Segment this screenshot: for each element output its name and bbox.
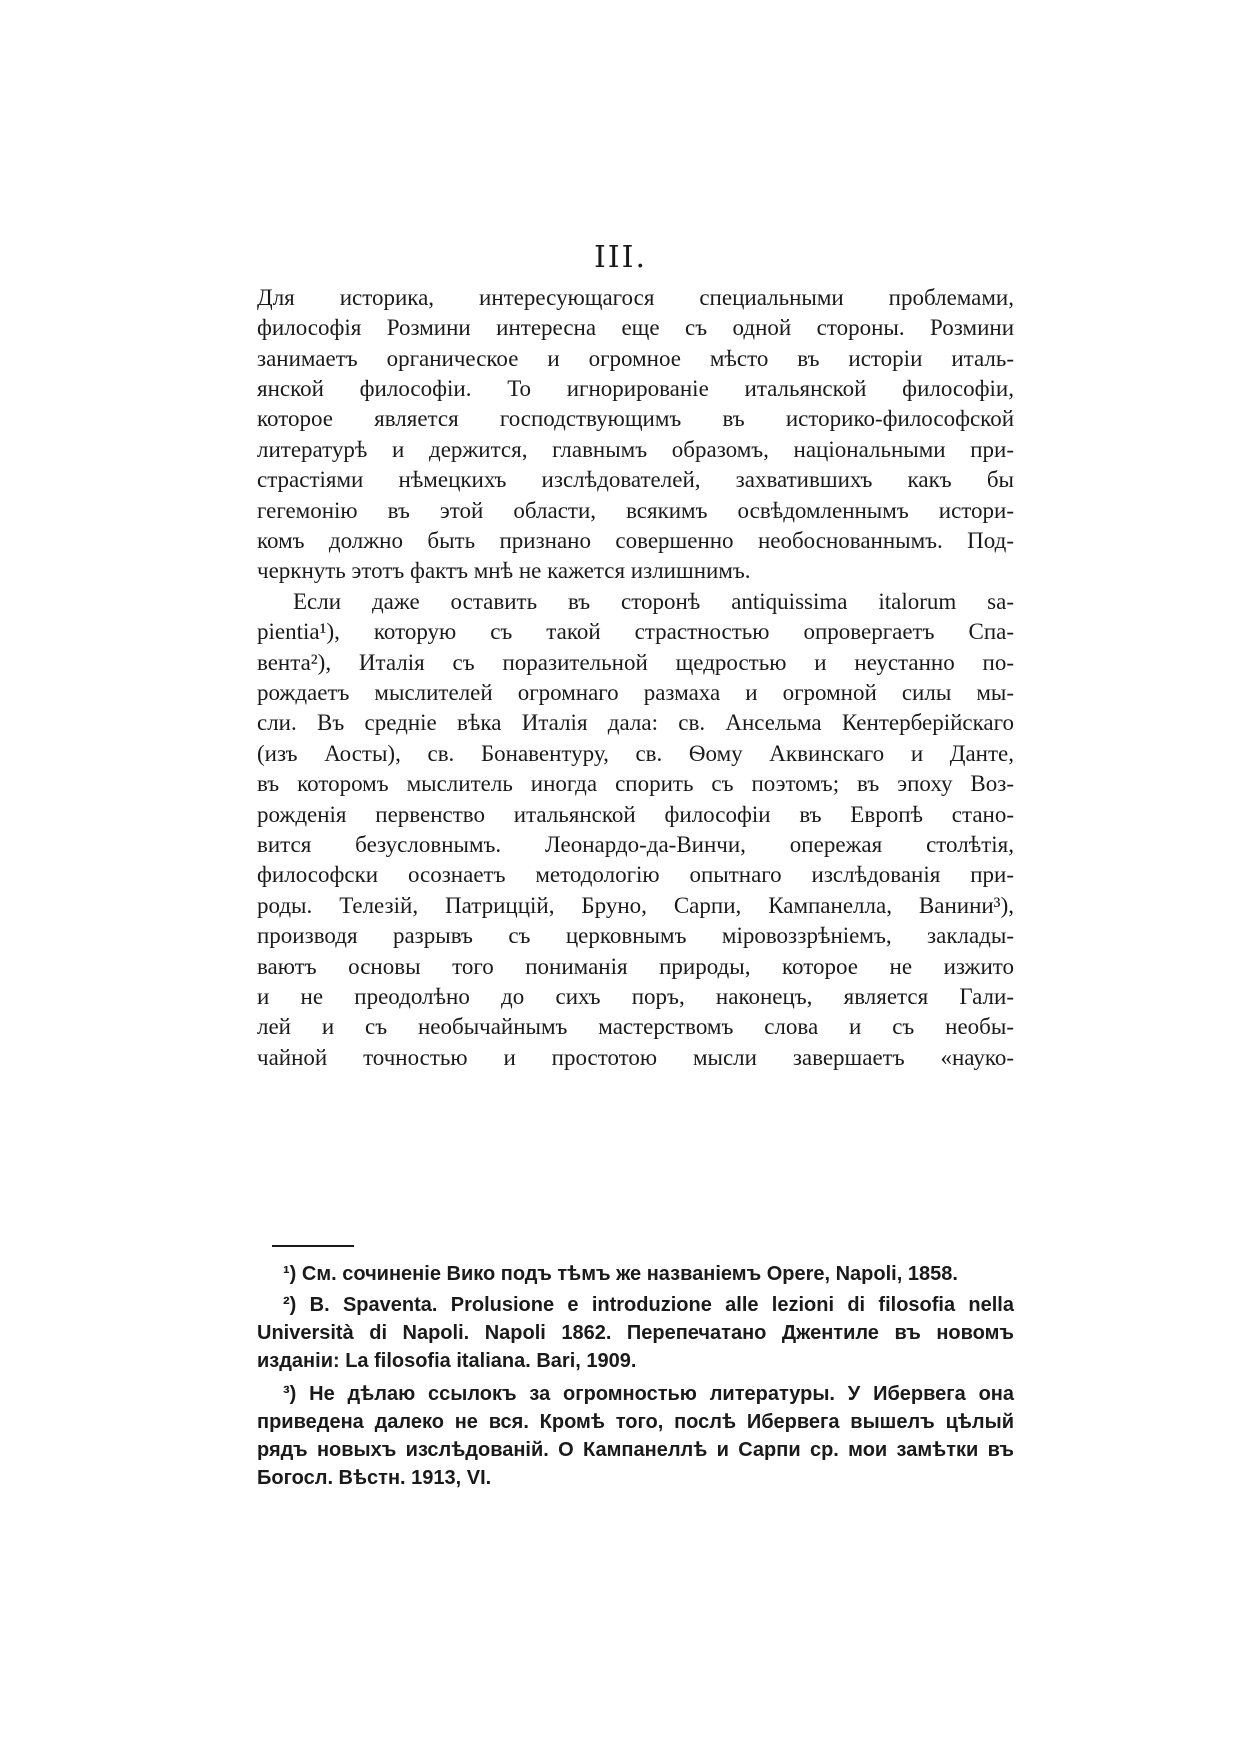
body-line: философія Розмини интересна еще съ одной стороны. Розмини — [257, 315, 1014, 340]
body-line: комъ должно быть признано совершенно необоснованнымъ. Под- — [257, 528, 1014, 553]
body-line: вится безусловнымъ. Леонардо-да-Винчи, опережая столѣтія, — [257, 832, 1014, 857]
body-line: литературѣ и держится, главнымъ образомъ, національными при- — [257, 437, 1014, 462]
body-line: pientia¹), которую съ такой страстностью опровергаетъ Спа- — [257, 619, 1014, 644]
body-line: которое является господствующимъ въ историко-философской — [257, 406, 1014, 431]
body-line: (изъ Аосты), св. Бонавентуру, св. Ѳому Аквинскаго и Данте, — [257, 741, 1014, 766]
body-line: производя разрывъ съ церковнымъ міровоззрѣніемъ, заклады- — [257, 923, 1014, 948]
footnote-line: Богосл. Вѣстн. 1913, VI. — [257, 1467, 492, 1489]
footnote-line: рядъ новыхъ изслѣдованій. О Кампанеллѣ и Сарпи ср. мои замѣтки въ — [257, 1439, 1014, 1461]
footnote-line: Università di Napoli. Napoli 1862. Перепечатано Джентиле въ новомъ — [257, 1322, 1014, 1344]
body-line: роды. Телезій, Патриццій, Бруно, Сарпи, Кампанелла, Ванини³), — [257, 893, 1014, 918]
body-line: чайной точностью и простотою мысли завершаетъ «науко- — [257, 1045, 1014, 1070]
body-line: ваютъ основы того пониманія природы, которое не изжито — [257, 954, 1014, 979]
footnote-line: ¹) См. сочиненіе Вико подъ тѣмъ же названіемъ Opere, Napoli, 1858. — [283, 1263, 958, 1285]
body-line: въ которомъ мыслитель иногда спорить съ поэтомъ; въ эпоху Воз- — [257, 771, 1014, 796]
footnote-line: приведена далеко не вся. Кромѣ того, послѣ Ибервега вышелъ цѣлый — [257, 1411, 1014, 1433]
body-line: гегемонію въ этой области, всякимъ освѣдомленнымъ истори- — [257, 498, 1014, 523]
body-line: Если даже оставить въ сторонѣ antiquissima italorum sa- — [293, 589, 1014, 614]
footnote-line: ²) B. Spaventa. Prolusione e introduzione alle lezioni di filosofia nella — [283, 1294, 1014, 1316]
body-line: янской философіи. То игнорированіе итальянской философіи, — [257, 376, 1014, 401]
body-line: и не преодолѣно до сихъ поръ, наконецъ, является Гали- — [257, 984, 1014, 1009]
body-line: страстіями нѣмецкихъ изслѣдователей, захватившихъ какъ бы — [257, 467, 1014, 492]
body-line: сли. Въ средніе вѣка Италія дала: св. Ансельма Кентерберійскаго — [257, 710, 1014, 735]
body-line: занимаетъ органическое и огромное мѣсто въ исторіи италь- — [257, 346, 1014, 371]
body-line: черкнуть этотъ фактъ мнѣ не кажется излишнимъ. — [257, 558, 751, 583]
body-line: рожденія первенство итальянской философіи въ Европѣ стано- — [257, 802, 1014, 827]
section-number: III. — [593, 240, 648, 275]
footnote-line: ³) Не дѣлаю ссылокъ за огромностью литературы. У Ибервега она — [283, 1383, 1014, 1405]
body-line: рождаетъ мыслителей огромнаго размаха и огромной силы мы- — [257, 680, 1014, 705]
body-line: философски осознаетъ методологію опытнаго изслѣдованія при- — [257, 862, 1014, 887]
footnote-line: изданіи: La filosofia italiana. Bari, 1909. — [257, 1350, 637, 1372]
footnote-divider — [272, 1245, 354, 1247]
body-line: Для историка, интересующагося специальными проблемами, — [257, 285, 1014, 310]
body-line: лей и съ необычайнымъ мастерствомъ слова и съ необы- — [257, 1014, 1014, 1039]
body-line: вента²), Италія съ поразительной щедростью и неустанно по- — [257, 650, 1014, 675]
